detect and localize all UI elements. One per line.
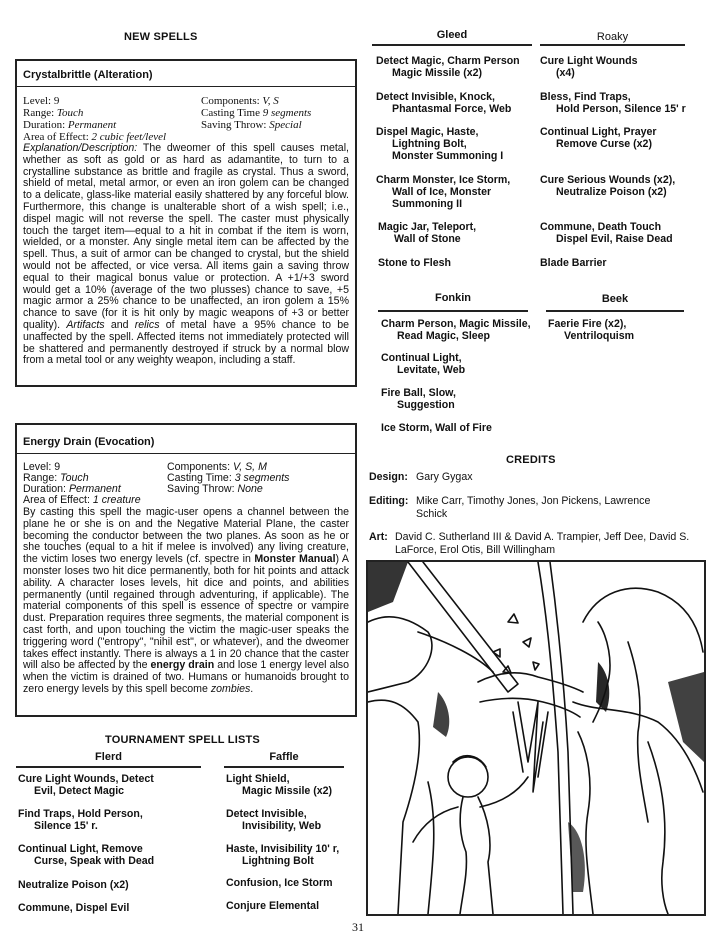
crystalbrittle-saving-throw: Saving Throw: Special [201,119,302,131]
crystalbrittle-title: Crystalbrittle (Alteration) [23,69,153,81]
crystalbrittle-casting-time: Casting Time 9 segments [201,107,312,119]
crystalbrittle-components: Components: V, S [201,95,279,107]
flerd-entry: Neutralize Poison (x2) [18,879,129,891]
gleed-entry: Detect Magic, Charm Person Magic Missile (x2) [376,55,520,79]
crystalbrittle-title-rule [17,86,355,87]
flerd-heading: Flerd [95,751,122,763]
roaky-entry: Cure Light Wounds (x4) [540,55,638,79]
faffle-entry: Conjure Elemental [226,900,320,912]
crystalbrittle-range: Range: Touch [23,107,84,119]
flerd-entry: Cure Light Wounds, Detect Evil, Detect Magic [18,773,154,797]
roaky-entry: Blade Barrier [540,257,607,269]
crystalbrittle-duration: Duration: Permanent [23,119,117,131]
faffle-entry: Light Shield, Magic Missile (x2) [226,773,333,797]
flerd-entry: Commune, Dispel Evil [18,902,130,914]
page-number: 31 [352,920,364,934]
energy-drain-spell-box [15,423,357,717]
credits-editing-line: Mike Carr, Timothy Jones, Jon Pickens, Lawrence [416,495,651,507]
energy-drain-area: Area of Effect: 1 creature [23,494,141,506]
crystalbrittle-level: Level: 9 [23,95,60,107]
credits-design: Design: [369,471,408,483]
crystalbrittle-area: Area of Effect: 2 cubic feet/level [23,131,167,143]
energy-drain-description: By casting this spell the magic-user opens a channel between the plane he or she is on and the Negative Material Plane, the caster becoming the conductor between the two planes. As soon as he or she touches (equal to a hit if melee is involved) any living creature, the victim loses two energy levels (cf. spectre in Monster Manual) A monster loses two hit dice permanently, both for hit points and attack ability. A character loses levels, hit dice and points, and abilities permanently (until regained through adventuring, if applicable). The material components of this spell is essence of spectre or vampire dust. Preparation requires three segments, the material component is cast forth, and upon touching the victim the magic-user speaks the triggering word ("entropy", "nihil est", or whatever), and the dweomer takes effect instantly. There is always a 1 in 20 chance that the caster will also be affected by the energy drain and lose 1 energy level also when the victim is drained of two. Humans or humanoids brought to zero energy levels by this spell become zombies. [23,506,350,695]
roaky-entry: Continual Light, Prayer Remove Curse (x2) [540,126,657,150]
faffle-heading: Faffle [269,751,299,763]
fonkin-entry: Continual Light, Levitate, Web [381,352,466,376]
credits-heading: CREDITS [506,454,556,466]
flerd-rule [16,766,201,768]
crystalbrittle-spell-box [15,59,357,387]
roaky-entry: Commune, Death Touch Dispel Evil, Raise Dead [540,221,673,245]
flerd-entry: Find Traps, Hold Person, Silence 15' r. [18,808,143,832]
new-spells-heading: NEW SPELLS [124,31,198,43]
credits-art-line: David C. Sutherland III & David A. Trampier, Jeff Dee, David S. [395,531,690,543]
battle-illustration-drawing [368,562,704,914]
faffle-entry: Confusion, Ice Storm [226,877,333,889]
gleed-entry: Magic Jar, Teleport, Wall of Stone [378,221,477,245]
tournament-heading: TOURNAMENT SPELL LISTS [105,734,260,746]
crystalbrittle-description: Explanation/Description: The dweomer of this spell causes metal, whether as soft as gold or as hard as adamantite, to turn to a crystalline substance as brittle and fragile as crystal. Thus a sword, shield of metal, metal armor, or even an iron golem can be changed to a delicate, glass-like material easily shattered by any forceful blow. Furthermore, this change is unalterable short of a wish spell; i.e., dispel magic will not reverse the spell. The caster must physically touch the target item—equal to a hit in combat if the item is worn, wielded, or a monster. Any single metal item can be affected by the spell. Thus, a suit of armor can be changed to crystal, but the shield would not be affected, or vice versa. All items gain a saving throw equal to their magical bonus value or protection. A +1/+3 sword would get a 10% (average of the two plusses) chance to save, +5 magic armor a 25% chance to be unaffected, an iron golem a 15% chance to save (for it is hit only by magic weapons of +3 or better quality). Artifacts and relics of metal have a 95% chance to be unaffected by the spell. Affected items not immediately protected will be shattered and permanently destroyed if struck by a normal blow from a metal tool or any weighty weapon, including a staff. [23,142,349,367]
fonkin-entry: Ice Storm, Wall of Fire [381,422,492,434]
energy-drain-level: Level: 9 [23,461,61,473]
roaky-rule [540,44,685,46]
energy-drain-components: Components: V, S, M [167,461,267,473]
gleed-entry: Detect Invisible, Knock, Phantasmal Force, Web [376,91,512,115]
credits-editing-line: Schick [416,508,448,520]
credits-editing-label: Editing: [369,495,409,507]
gleed-heading: Gleed [436,29,468,41]
fonkin-entry: Charm Person, Magic Missile, Read Magic, Sleep [381,318,531,342]
roaky-entry: Bless, Find Traps, Hold Person, Silence 15' r [540,91,686,115]
beek-entry: Faerie Fire (x2), Ventriloquism [548,318,635,342]
faffle-entry: Haste, Invisibility 10' r, Lightning Bolt [226,843,340,867]
credits-design-name: Gary Gygax [416,471,473,483]
energy-drain-title: Energy Drain (Evocation) [23,436,155,448]
energy-drain-range: Range: Touch [23,472,89,484]
flerd-entry: Continual Light, Remove Curse, Speak with Dead [18,843,155,867]
energy-drain-duration: Duration: Permanent [23,483,121,495]
faffle-rule [224,766,344,768]
roaky-entry: Cure Serious Wounds (x2), Neutralize Poison (x2) [540,174,676,198]
fonkin-rule [378,310,528,312]
energy-drain-saving-throw: Saving Throw: None [167,483,263,495]
roaky-heading: Roaky [596,31,629,43]
credits-art-line: LaForce, Erol Otis, Bill Willingham [395,544,556,556]
energy-drain-title-rule [17,453,355,454]
gleed-entry: Charm Monster, Ice Storm, Wall of Ice, Monster Summoning II [376,174,511,210]
gleed-rule [372,44,532,46]
beek-heading: Beek [601,293,629,305]
beek-rule [546,310,684,312]
fonkin-heading: Fonkin [434,292,472,304]
credits-art-label: Art: [369,531,388,543]
energy-drain-casting-time: Casting Time: 3 segments [167,472,290,484]
gleed-entry: Dispel Magic, Haste, Lightning Bolt, Monster Summoning I [376,126,504,162]
fonkin-entry: Fire Ball, Slow, Suggestion [381,387,456,411]
battle-illustration [366,560,706,916]
gleed-entry: Stone to Flesh [378,257,451,269]
faffle-entry: Detect Invisible, Invisibility, Web [226,808,322,832]
